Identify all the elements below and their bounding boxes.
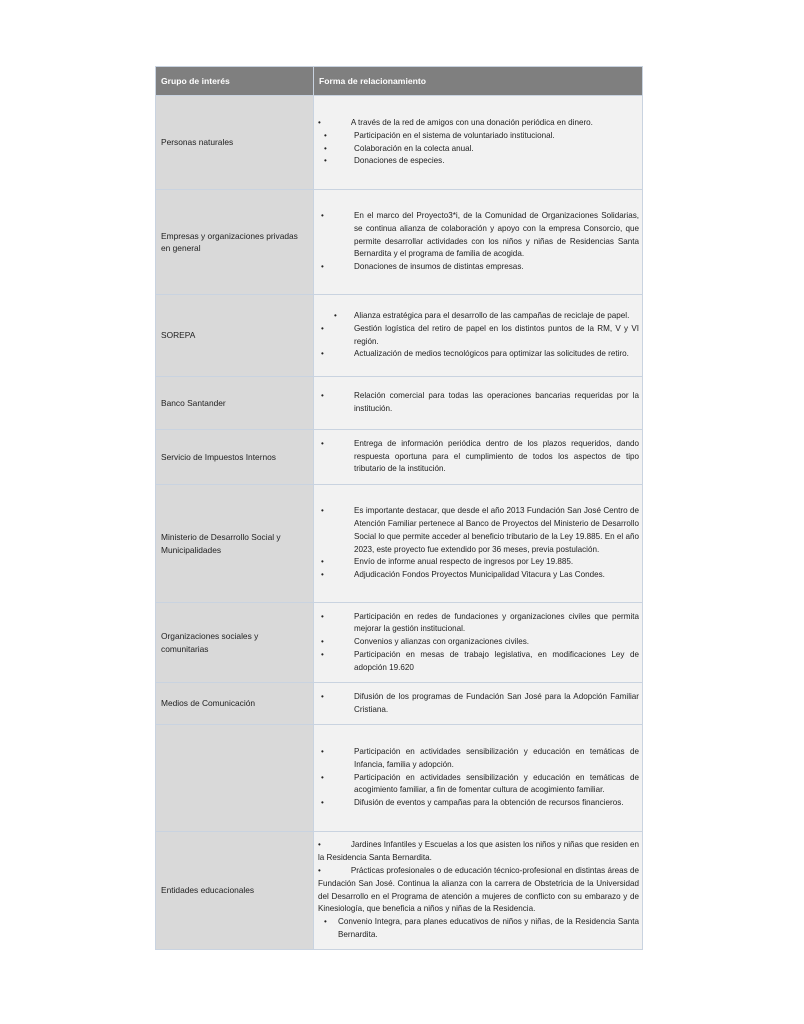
relationship-cell	[314, 430, 643, 485]
group-cell: Servicio de Impuestos Internos	[156, 430, 314, 485]
bullet-icon: •	[321, 747, 324, 756]
list-item: • Entrega de información periódica dentro de los plazos requeridos, dando respuesta oportuna para el cumplimiento de todos los aspectos de tipo tributario de la institución.	[321, 438, 639, 474]
group-cell: Entidades educacionales	[156, 832, 314, 950]
group-cell: SOREPA	[156, 295, 314, 377]
bullet-icon: •	[324, 130, 327, 140]
bullet-icon: •	[321, 570, 324, 580]
bullet-icon: •	[324, 156, 327, 166]
list-item: • Donaciones de insumos de distintas empresas.	[318, 261, 639, 274]
header-relationship-form: Forma de relacionamiento	[314, 67, 643, 96]
list-item: • Es importante destacar, que desde el año 2013 Fundación San José Centro de Atención Familiar pertenece al Banco de Proyectos del Ministerio de Desarrollo Social lo que permite acceder al beneficio tributario de la Ley 19.885. En el año 2023, este proyecto fue extendido por 36 meses, previa postulación.	[321, 506, 639, 554]
bullet-icon: •	[321, 649, 324, 659]
list-item: • A través de la red de amigos con una donación periódica en dinero.	[318, 117, 593, 127]
bullet-list	[318, 310, 639, 361]
group-cell: Organizaciones sociales y comunitarias	[156, 603, 314, 683]
group-cell: Banco Santander	[156, 377, 314, 430]
bullet-list	[318, 390, 639, 416]
list-item: • Prácticas profesionales o de educación técnico-profesional en distintas áreas de Fundación San José. Continua la alianza con la carrera de Obstetricia de la Universidad del Desarrollo en el Programa de atención a mujeres de conflicto con su embarazo y de Kinesiología, que beneficia a niños y niñas de la Residencia.	[318, 865, 639, 914]
table-row	[156, 430, 643, 485]
table-row	[156, 377, 643, 430]
list-item: • Donaciones de especies.	[318, 155, 639, 168]
relationship-cell	[314, 725, 643, 832]
bullet-icon: •	[318, 865, 321, 875]
bullet-icon: •	[334, 310, 337, 320]
bullet-icon: •	[321, 772, 324, 782]
table-row	[156, 96, 643, 190]
table-row	[156, 725, 643, 832]
relationship-cell	[314, 683, 643, 725]
list-item: • Relación comercial para todas las operaciones bancarias requeridas por la institución.	[321, 391, 639, 413]
bullet-icon: •	[321, 637, 324, 647]
group-cell: Personas naturales	[156, 96, 314, 190]
bullet-icon: •	[321, 438, 324, 448]
group-cell: Medios de Comunicación	[156, 683, 314, 725]
group-cell: Empresas y organizaciones privadas en general	[156, 190, 314, 295]
list-item: • Participación en redes de fundaciones y organizaciones civiles que permita mejorar la gestión institucional.	[321, 611, 639, 634]
list-item: • Envío de informe anual respecto de ingresos por Ley 19.885.	[318, 556, 639, 569]
bullet-icon: •	[321, 611, 324, 621]
relationship-cell	[314, 377, 643, 430]
group-cell: Ministerio de Desarrollo Social y Municipalidades	[156, 485, 314, 603]
list-item: • Participación en mesas de trabajo legislativa, en modificaciones Ley de adopción 19.620	[321, 649, 639, 672]
bullet-icon: •	[318, 117, 321, 127]
bullet-list	[318, 691, 639, 717]
bullet-list	[318, 839, 639, 941]
bullet-list	[318, 210, 639, 274]
table-row	[156, 832, 643, 950]
relationship-cell	[314, 603, 643, 683]
list-item: • Alianza estratégica para el desarrollo de las campañas de reciclaje de papel.	[318, 310, 639, 323]
list-item: • Participación en el sistema de voluntariado institucional.	[318, 130, 639, 143]
list-item: • Jardines Infantiles y Escuelas a los que asisten los niños y niñas que residen en la Residencia Santa Bernardita.	[318, 840, 639, 863]
relationship-cell	[314, 832, 643, 950]
table-header-row	[156, 67, 643, 96]
bullet-icon: •	[321, 506, 324, 516]
bullet-icon: •	[321, 798, 324, 808]
list-item: • Participación en actividades sensibilización y educación en temáticas de acogimiento familiar, a fin de fomentar cultura de acogimiento familiar.	[321, 772, 639, 795]
list-item: • Actualización de medios tecnológicos para optimizar las solicitudes de retiro.	[318, 348, 639, 361]
header-stakeholder-group: Grupo de interés	[156, 67, 314, 96]
bullet-list	[318, 611, 639, 675]
relationship-cell	[314, 190, 643, 295]
list-item: • Adjudicación Fondos Proyectos Municipalidad Vitacura y Las Condes.	[318, 569, 639, 582]
relationship-cell	[314, 295, 643, 377]
table-row	[156, 190, 643, 295]
list-item: • Difusión de eventos y campañas para la obtención de recursos financieros.	[318, 797, 639, 810]
list-item: • Colaboración en la colecta anual.	[318, 143, 639, 156]
table-row	[156, 683, 643, 725]
table-row	[156, 485, 643, 603]
list-item: • Convenio Integra, para planes educativos de niños y niñas, de la Residencia Santa Bernardita.	[324, 917, 639, 939]
bullet-list	[318, 746, 639, 810]
bullet-icon: •	[321, 323, 324, 333]
list-item: • Convenios y alianzas con organizaciones civiles.	[318, 636, 639, 649]
bullet-icon: •	[318, 840, 321, 850]
list-item: • Participación en actividades sensibilización y educación en temáticas de Infancia, familia y adopción.	[321, 747, 639, 769]
bullet-icon: •	[321, 557, 324, 567]
relationship-cell	[314, 96, 643, 190]
bullet-icon: •	[321, 349, 324, 359]
relationship-cell	[314, 485, 643, 603]
bullet-list	[318, 505, 639, 582]
bullet-list	[318, 438, 639, 476]
bullet-icon: •	[321, 211, 324, 220]
bullet-icon: •	[324, 143, 327, 153]
group-cell	[156, 725, 314, 832]
stakeholder-table	[155, 66, 643, 950]
table-row	[156, 295, 643, 377]
bullet-icon: •	[324, 917, 327, 927]
list-item: • Gestión logística del retiro de papel en los distintos puntos de la RM, V y VI región.	[321, 323, 639, 346]
bullet-icon: •	[321, 262, 324, 272]
bullet-icon: •	[321, 691, 324, 701]
table-row	[156, 603, 643, 683]
list-item: • En el marco del Proyecto3*i, de la Comunidad de Organizaciones Solidarias, se continua alianza de colaboración y apoyo con la empresa Consorcio, que permite desarrollar actividades con los niños y niñas de Residencias Santa Bernardita y el programa de familia de acogida.	[321, 211, 639, 259]
bullet-list	[318, 117, 639, 168]
bullet-icon: •	[321, 391, 324, 401]
list-item: • Difusión de los programas de Fundación San José para la Adopción Familiar Cristiana.	[321, 691, 639, 714]
